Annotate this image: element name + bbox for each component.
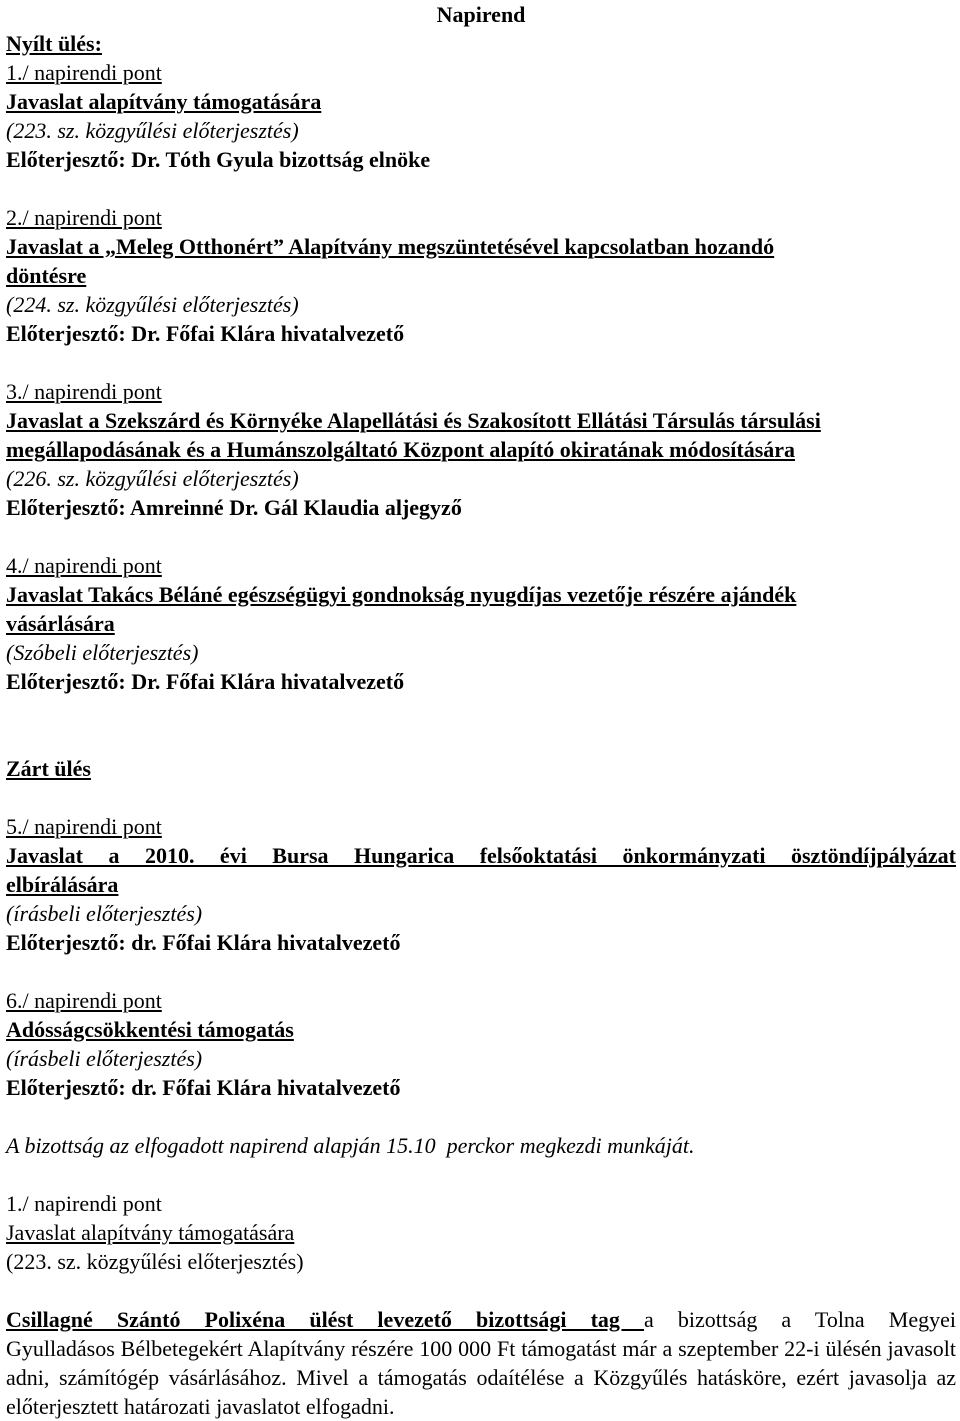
- item-subject: [6, 232, 956, 290]
- item-subject-line: Javaslat a „Meleg Otthonért” Alapítvány megszüntetésével kapcsolatban hozandó: [6, 234, 775, 259]
- item-subject: [6, 841, 956, 899]
- discussion-subject: Javaslat alapítvány támogatására: [6, 1220, 295, 1245]
- agenda-item-1: [6, 58, 956, 174]
- item-subject-line: megállapodásának és a Humánszolgáltató Központ alapító okiratának módosítására: [6, 437, 796, 462]
- paragraph-start: a bizottság a Tolna Megyei: [644, 1307, 956, 1332]
- item-subject: [6, 580, 956, 638]
- agenda-item-2: [6, 203, 956, 348]
- speaker-name: Csillagné Szántó Polixéna ülést levezető bizottsági tag: [6, 1307, 645, 1332]
- item-subject: Adósságcsökkentési támogatás: [6, 1017, 294, 1042]
- item-presenter: Előterjesztő: Amreinné Dr. Gál Klaudia aljegyző: [6, 495, 462, 520]
- item-subject-line: Javaslat Takács Béláné egészségügyi gondnokság nyugdíjas vezetője részére ajándék: [6, 582, 797, 607]
- item-number: 6./ napirendi pont: [6, 988, 162, 1013]
- item-submission: (írásbeli előterjesztés): [6, 1046, 203, 1071]
- item-subject-line: vásárlására: [6, 611, 115, 636]
- agenda-item-4: [6, 551, 956, 696]
- discussion-paragraph: [6, 1305, 956, 1421]
- item-number: 1./ napirendi pont: [6, 60, 162, 85]
- open-session-heading: Nyílt ülés:: [6, 31, 102, 56]
- document-title: [6, 0, 956, 29]
- document-page: [6, 0, 956, 1421]
- item-submission: (Szóbeli előterjesztés): [6, 640, 199, 665]
- open-session-section: [6, 29, 956, 696]
- item-presenter: Előterjesztő: Dr. Tóth Gyula bizottság elnöke: [6, 147, 431, 172]
- paragraph-first-line: [6, 1305, 956, 1334]
- item-submission: (224. sz. közgyűlési előterjesztés): [6, 292, 299, 317]
- closed-session-section: [6, 754, 956, 1102]
- item-number: 3./ napirendi pont: [6, 379, 162, 404]
- item-presenter: Előterjesztő: dr. Főfai Klára hivatalvezető: [6, 930, 401, 955]
- item-presenter: Előterjesztő: dr. Főfai Klára hivatalvezető: [6, 1075, 401, 1100]
- discussion-submission: (223. sz. közgyűlési előterjesztés): [6, 1249, 304, 1274]
- start-note: A bizottság az elfogadott napirend alapján 15.10 perckor megkezdi munkáját.: [6, 1133, 695, 1158]
- item-number: 4./ napirendi pont: [6, 553, 162, 578]
- item-presenter: Előterjesztő: Dr. Főfai Klára hivatalvezető: [6, 669, 405, 694]
- agenda-item-3: [6, 377, 956, 522]
- item-presenter: Előterjesztő: Dr. Főfai Klára hivatalvezető: [6, 321, 405, 346]
- item-subject-line: döntésre: [6, 263, 87, 288]
- discussion-item: [6, 1189, 956, 1276]
- item-subject-line: Javaslat a Szekszárd és Környéke Alapellátási és Szakosított Ellátási Társulás társulási: [6, 408, 821, 433]
- closed-session-heading: Zárt ülés: [6, 756, 91, 781]
- item-number: 5./ napirendi pont: [6, 814, 162, 839]
- paragraph-body: Gyulladásos Bélbetegekért Alapítvány részére 100 000 Ft támogatást már a szeptember 22-i ülésén javasolt adni, számítógép vásárlásához. Mivel a támogatás odaítélése a Közgyűlés hatásköre, ezért javasolja az előterjesztett határozati javaslatot elfogadni.: [6, 1336, 956, 1419]
- item-submission: (írásbeli előterjesztés): [6, 901, 203, 926]
- item-subject: Javaslat alapítvány támogatására: [6, 89, 322, 114]
- agenda-item-5: [6, 812, 956, 957]
- agenda-item-6: [6, 986, 956, 1102]
- discussion-number: 1./ napirendi pont: [6, 1191, 162, 1216]
- item-submission: (226. sz. közgyűlési előterjesztés): [6, 466, 299, 491]
- title-text: Napirend: [436, 2, 526, 27]
- item-subject-line: elbírálására: [6, 872, 119, 897]
- item-subject: [6, 406, 956, 464]
- item-subject-line: Javaslat a 2010. évi Bursa Hungarica felsőoktatási önkormányzati ösztöndíjpályázat: [6, 843, 956, 868]
- item-submission: (223. sz. közgyűlési előterjesztés): [6, 118, 299, 143]
- item-number: 2./ napirendi pont: [6, 205, 162, 230]
